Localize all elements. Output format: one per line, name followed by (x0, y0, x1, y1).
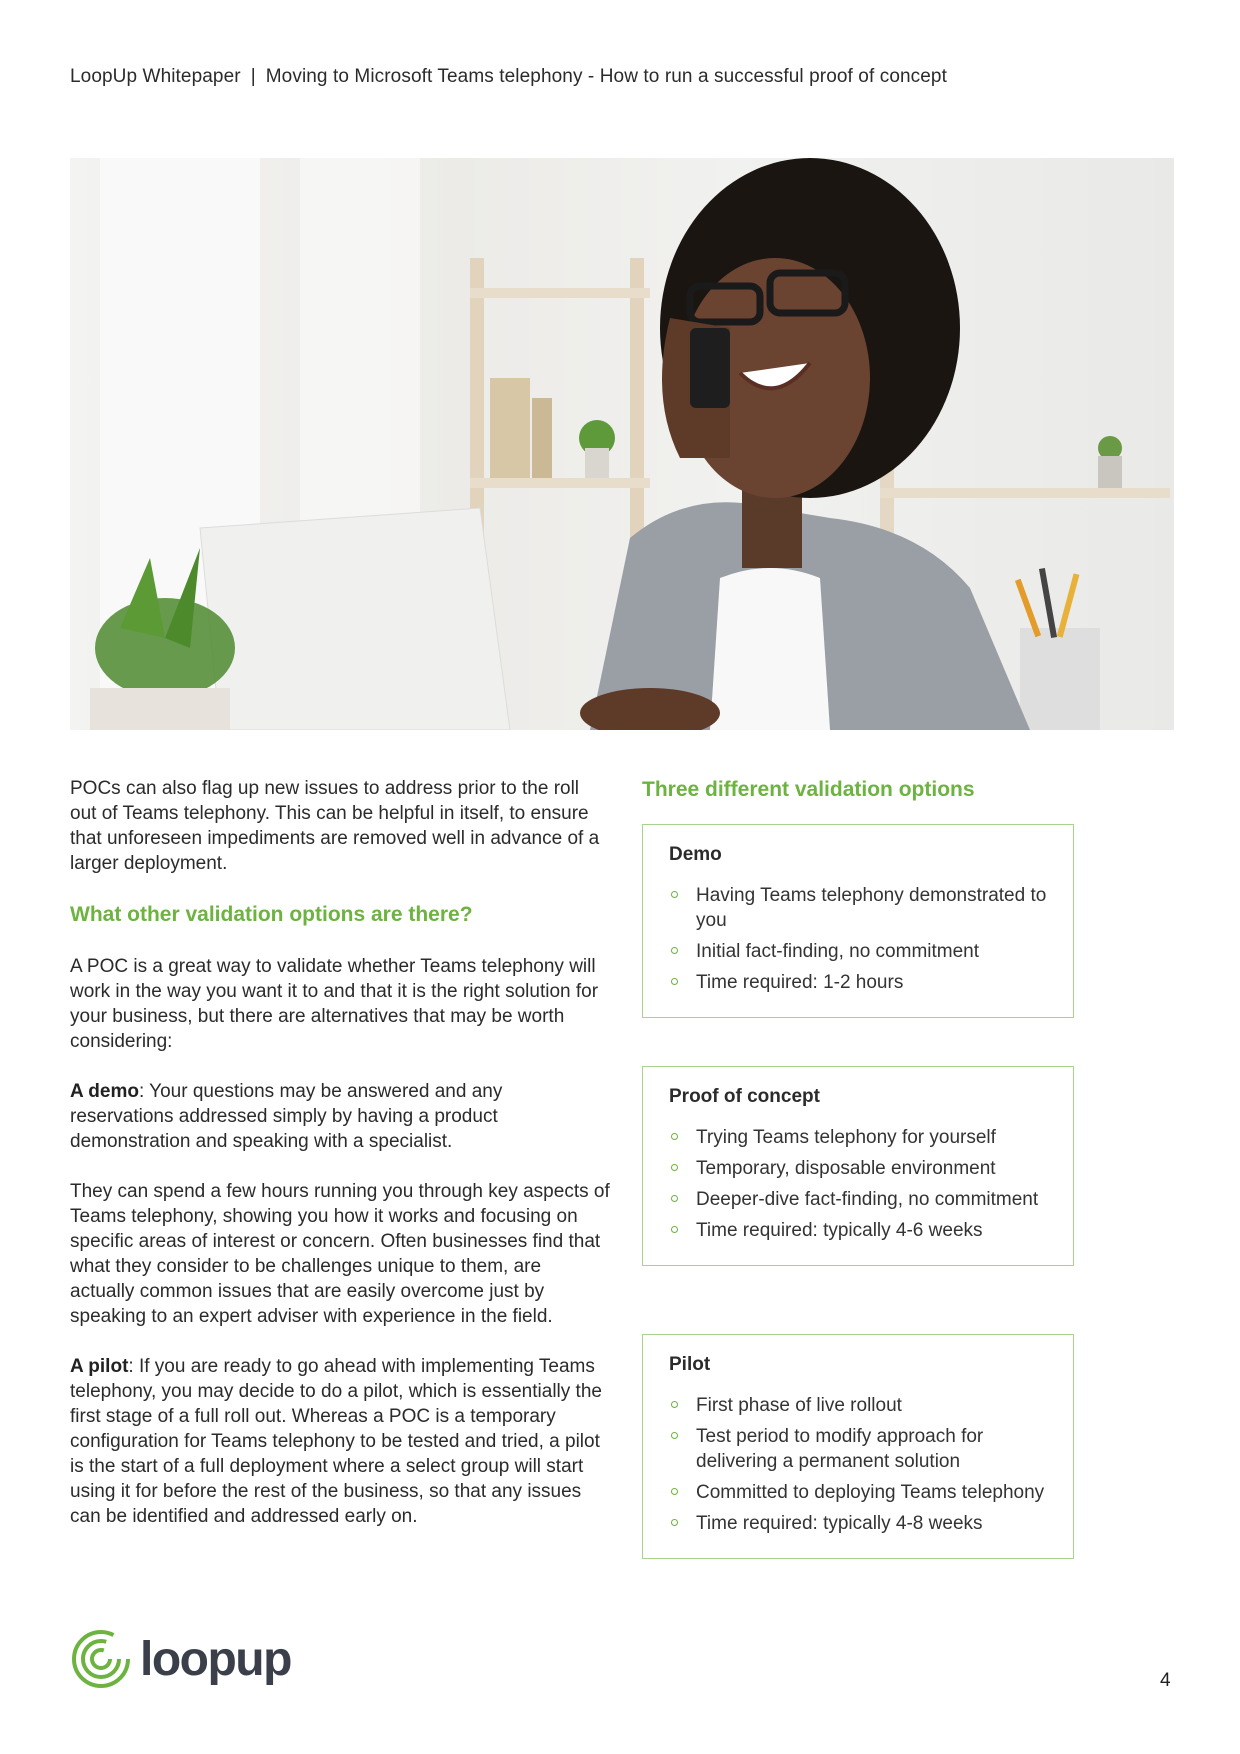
right-column (642, 776, 1078, 1534)
box-list (669, 883, 1047, 995)
page-number: 4 (1160, 1670, 1171, 1691)
list-item (669, 1424, 1047, 1474)
loopup-swirl-icon (70, 1628, 132, 1690)
list-item-text: Time required: 1-2 hours (696, 972, 904, 993)
list-item-text: Time required: typically 4-8 weeks (696, 1513, 983, 1534)
list-item (669, 1187, 1047, 1212)
bullet-circle-icon (671, 1195, 678, 1202)
list-item-text: Deeper-dive fact-finding, no commitment (696, 1189, 1039, 1210)
bullet-circle-icon (671, 1401, 678, 1408)
bullet-circle-icon (671, 947, 678, 954)
header-title: Moving to Microsoft Teams telephony - How to run a successful proof of concept (265, 66, 947, 87)
demo-text: : Your questions may be answered and any reservations addressed simply by having a product demonstration and speaking with a specialist. (70, 1081, 503, 1152)
demo-details-paragraph: They can spend a few hours running you through key aspects of Teams telephony, showing you how it works and focusing on specific areas of interest or concern. Often businesses find that what they consider to be challenges unique to them, are actually common issues that are easily overcome just by speaking to an expert adviser with experience in the field. (70, 1181, 610, 1327)
list-item (669, 883, 1047, 933)
logo-wordmark: loopup (140, 1632, 291, 1686)
pilot-paragraph (70, 1354, 610, 1529)
bullet-circle-icon (671, 1432, 678, 1439)
list-item-text: Trying Teams telephony for yourself (696, 1127, 996, 1148)
pilot-label: A pilot (70, 1356, 129, 1377)
list-item (669, 1218, 1047, 1243)
pilot-box (642, 1334, 1074, 1559)
bullet-circle-icon (671, 1488, 678, 1495)
list-item (669, 1480, 1047, 1505)
section-heading: What other validation options are there? (70, 903, 473, 926)
bullet-circle-icon (671, 1133, 678, 1140)
validation-paragraph: A POC is a great way to validate whether Teams telephony will work in the way you want it to and that it is the right solution for your business, but there are alternatives that may be worth considering: (70, 956, 599, 1052)
poc-box (642, 1066, 1074, 1266)
list-item-text: Having Teams telephony demonstrated to you (696, 885, 1047, 931)
list-item (669, 939, 1047, 964)
list-item (669, 1393, 1047, 1418)
list-item (669, 1511, 1047, 1536)
demo-label: A demo (70, 1081, 139, 1102)
intro-paragraph: POCs can also flag up new issues to address prior to the roll out of Teams telephony. This can be helpful in itself, to ensure that unforeseen impediments are removed well in advance of a larger deployment. (70, 778, 600, 874)
box-list (669, 1125, 1047, 1243)
loopup-logo (70, 1628, 291, 1690)
bullet-circle-icon (671, 1164, 678, 1171)
bullet-circle-icon (671, 891, 678, 898)
hero-photo (70, 158, 1174, 730)
demo-paragraph (70, 1079, 610, 1154)
header-brand: LoopUp Whitepaper (70, 66, 241, 87)
list-item (669, 1125, 1047, 1150)
box-title: Pilot (669, 1354, 711, 1375)
options-heading: Three different validation options (642, 778, 975, 801)
box-list (669, 1393, 1047, 1536)
pilot-text: : If you are ready to go ahead with implementing Teams telephony, you may decide to do a pilot, which is essentially the first stage of a full roll out. Whereas a POC is a temporary configuration for Teams telephony to be tested and tried, a pilot is the start of a full deployment where a select group will start using it for before the rest of the business, so that any issues can be identified and addressed early on. (70, 1356, 602, 1527)
list-item-text: Test period to modify approach for delivering a permanent solution (696, 1426, 984, 1472)
bullet-circle-icon (671, 1226, 678, 1233)
list-item-text: Initial fact-finding, no commitment (696, 941, 980, 962)
demo-box (642, 824, 1074, 1018)
list-item (669, 1156, 1047, 1181)
list-item-text: First phase of live rollout (696, 1395, 902, 1416)
box-title: Proof of concept (669, 1086, 820, 1107)
bullet-circle-icon (671, 978, 678, 985)
list-item-text: Committed to deploying Teams telephony (696, 1482, 1045, 1503)
left-column (70, 776, 610, 1554)
list-item-text: Temporary, disposable environment (696, 1158, 996, 1179)
list-item (669, 970, 1047, 995)
list-item-text: Time required: typically 4-6 weeks (696, 1220, 983, 1241)
header-separator: | (250, 66, 256, 87)
box-title: Demo (669, 844, 722, 865)
running-header (70, 66, 1170, 88)
bullet-circle-icon (671, 1519, 678, 1526)
